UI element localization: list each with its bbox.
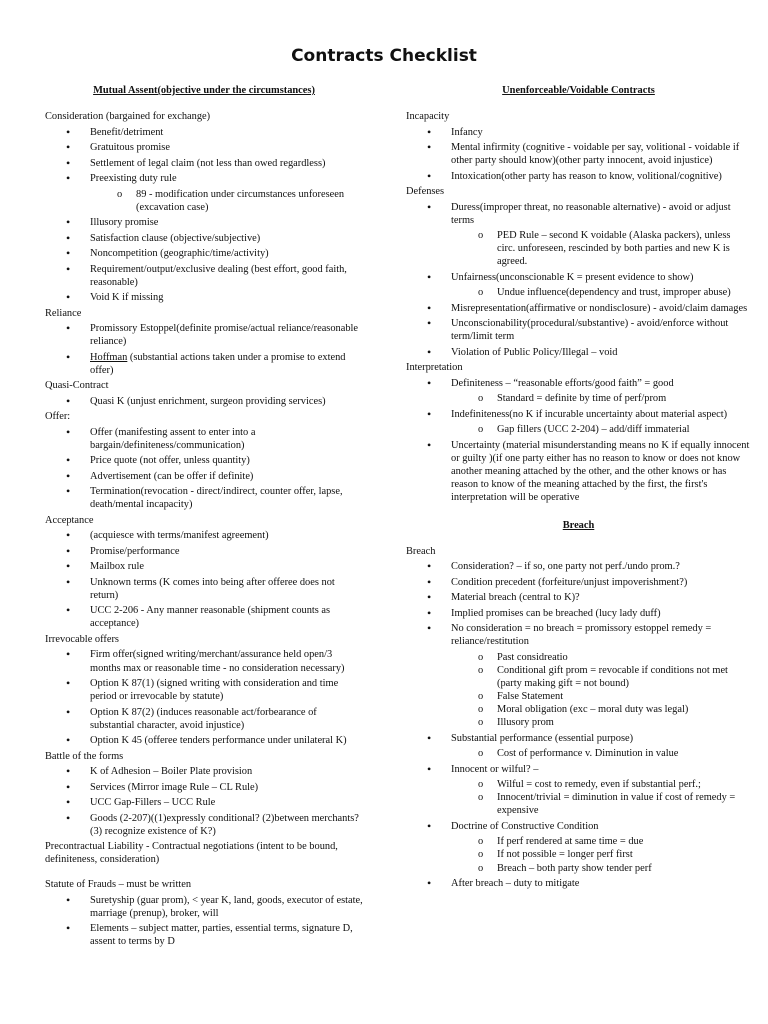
hoffman-description: (substantial actions taken under a promise to extend offer) <box>90 351 346 376</box>
mutual-assent-heading: Mutual Assent(objective under the circumstances) <box>93 85 315 96</box>
list-item: • Misrepresentation(affirmative or nondisclosure) - avoid/claim damages <box>406 302 751 315</box>
hoffman-case-name: Hoffman <box>90 351 128 363</box>
list-item: • Indefiniteness(no K if incurable uncertainty about material aspect) <box>406 408 751 421</box>
sub-list-item: o Standard = definite by time of perf/prom <box>406 392 751 405</box>
list-item: • Promise/performance <box>45 545 363 558</box>
list-item: • UCC 2-206 - Any manner reasonable (shipment counts as acceptance) <box>45 604 363 630</box>
list-item: • Duress(improper threat, no reasonable alternative) - avoid or adjust terms <box>406 201 751 227</box>
list-item: • Quasi K (unjust enrichment, surgeon providing services) <box>45 395 363 408</box>
list-item: • Substantial performance (essential purpose) <box>406 732 751 745</box>
list-item: • Offer (manifesting assent to enter into a bargain/definiteness/communication) <box>45 426 363 452</box>
list-item <box>45 351 363 377</box>
list-item: • Settlement of legal claim (not less than owed regardless) <box>45 157 363 170</box>
list-item: • Gratuitous promise <box>45 141 363 154</box>
right-column <box>406 84 751 892</box>
left-column <box>45 84 363 951</box>
sub-list-item: o Undue influence(dependency and trust, improper abuse) <box>406 286 751 299</box>
precontractual-liability-text: Precontractual Liability - Contractual negotiations (intent to be bound, definiteness, consideration) <box>45 841 338 866</box>
list-item: • UCC Gap-Fillers – UCC Rule <box>45 796 363 809</box>
list-item: • Advertisement (can be offer if definite) <box>45 470 363 483</box>
list-item: • Goods (2-207)((1)expressly conditional? (2)between merchants? (3) recognize existence of K?) <box>45 812 363 838</box>
irrevocable-offers-heading: Irrevocable offers <box>45 633 119 645</box>
sub-list-item: o Cost of performance v. Diminution in value <box>406 747 751 760</box>
list-item: • Termination(revocation - direct/indirect, counter offer, lapse, death/mental incapacity) <box>45 485 363 511</box>
unenforceable-heading: Unenforceable/Voidable Contracts <box>502 85 655 96</box>
list-item: • Infancy <box>406 126 751 139</box>
page-title: Contracts Checklist <box>291 46 477 66</box>
sub-list-item: o Gap fillers (UCC 2-204) – add/diff immaterial <box>406 423 751 436</box>
sub-list-item: o 89 - modification under circumstances unforeseen (excavation case) <box>45 188 363 214</box>
list-item: • Price quote (not offer, unless quantity) <box>45 454 363 467</box>
list-item: • Suretyship (guar prom), < year K, land, goods, executor of estate, marriage (prenup), broker, will <box>45 894 363 920</box>
list-item: • Unfairness(unconscionable K = present evidence to show) <box>406 271 751 284</box>
battle-of-forms-heading: Battle of the forms <box>45 750 124 762</box>
sub-list-item: o PED Rule – second K voidable (Alaska packers), unless circ. unforeseen, rescinded by both parties and new K is agreed. <box>406 229 751 268</box>
list-item: • Violation of Public Policy/Illegal – void <box>406 346 751 359</box>
acceptance-heading: Acceptance <box>45 514 94 526</box>
sub-list-item: o If perf rendered at same time = due <box>406 835 751 848</box>
interpretation-heading: Interpretation <box>406 362 463 374</box>
list-item: • Illusory promise <box>45 216 363 229</box>
sub-list-item: o Conditional gift prom = revocable if conditions not met (party making gift = not bound) <box>406 664 751 690</box>
list-item: • Elements – subject matter, parties, essential terms, signature D, assent to terms by D <box>45 922 363 948</box>
sub-list-item: o False Statement <box>406 690 751 703</box>
quasi-contract-heading: Quasi-Contract <box>45 380 109 392</box>
consideration-heading: Consideration (bargained for exchange) <box>45 111 211 123</box>
list-item: • Condition precedent (forfeiture/unjust impoverishment?) <box>406 576 751 589</box>
list-item: • Innocent or wilful? – <box>406 763 751 776</box>
list-item: • Material breach (central to K)? <box>406 591 751 604</box>
list-item: • No consideration = no breach = promissory estoppel remedy = reliance/restitution <box>406 622 751 648</box>
list-item: • Unconscionability(procedural/substantive) - avoid/enforce without term/limit term <box>406 317 751 343</box>
list-item: • Implied promises can be breached (lucy lady duff) <box>406 607 751 620</box>
list-item: • Benefit/detriment <box>45 126 363 139</box>
list-item: • Services (Mirror image Rule – CL Rule) <box>45 781 363 794</box>
sub-list-item: o Wilful = cost to remedy, even if substantial perf.; <box>406 778 751 791</box>
list-item: • Promissory Estoppel(definite promise/actual reliance/reasonable reliance) <box>45 322 363 348</box>
list-item: • Mailbox rule <box>45 560 363 573</box>
list-item: • Option K 45 (offeree tenders performance under unilateral K) <box>45 734 363 747</box>
list-item: • Unknown terms (K comes into being after offeree does not return) <box>45 576 363 602</box>
list-item: • Consideration? – if so, one party not perf./undo prom.? <box>406 560 751 573</box>
statute-of-frauds-heading: Statute of Frauds – must be written <box>45 879 192 891</box>
list-item: • Satisfaction clause (objective/subjective) <box>45 232 363 245</box>
list-item: • Mental infirmity (cognitive - voidable per say, volitional - voidable if other party should know)(other party innocent, avoid injustice) <box>406 141 751 167</box>
sub-list-item: o Breach – both party show tender perf <box>406 862 751 875</box>
sub-list-item: o Past considreatio <box>406 651 751 664</box>
list-item: • Preexisting duty rule <box>45 172 363 185</box>
offer-heading: Offer: <box>45 411 71 423</box>
sub-list-item: o Moral obligation (exc – moral duty was legal) <box>406 703 751 716</box>
list-item: • Option K 87(1) (signed writing with consideration and time period or irrevocable by statute) <box>45 677 363 703</box>
incapacity-heading: Incapacity <box>406 111 450 123</box>
list-item: • Firm offer(signed writing/merchant/assurance held open/3 months max or reasonable time - no consideration necessary) <box>45 648 363 674</box>
list-item: • Doctrine of Constructive Condition <box>406 820 751 833</box>
list-item: • Requirement/output/exclusive dealing (best effort, good faith, reasonable) <box>45 263 363 289</box>
sub-list-item: o If not possible = longer perf first <box>406 848 751 861</box>
list-item: • Option K 87(2) (induces reasonable act/forbearance of substantial character, avoid injustice) <box>45 706 363 732</box>
reliance-heading: Reliance <box>45 307 82 319</box>
list-item: • Definiteness – “reasonable efforts/good faith” = good <box>406 377 751 390</box>
list-item: • Uncertainty (material misunderstanding means no K if equally innocent or guilty )(if one party either has no reason to know or does not know another meaning attached by the other, and the other knows or has reason to know of the meaning attached by the first, the first's interpretation will be operative <box>406 439 751 504</box>
list-item: • Void K if missing <box>45 291 363 304</box>
list-item: • Intoxication(other party has reason to know, volitional/cognitive) <box>406 170 751 183</box>
sub-list-item: o Innocent/trivial = diminution in value if cost of remedy = expensive <box>406 791 751 817</box>
sub-list-item: o Illusory prom <box>406 716 751 729</box>
defenses-heading: Defenses <box>406 186 445 198</box>
list-item: • (acquiesce with terms/manifest agreement) <box>45 529 363 542</box>
list-item: • K of Adhesion – Boiler Plate provision <box>45 765 363 778</box>
breach-heading: Breach <box>406 545 436 557</box>
list-item: • Noncompetition (geographic/time/activity) <box>45 247 363 260</box>
breach-section-heading: Breach <box>562 519 595 531</box>
list-item: • After breach – duty to mitigate <box>406 877 751 890</box>
